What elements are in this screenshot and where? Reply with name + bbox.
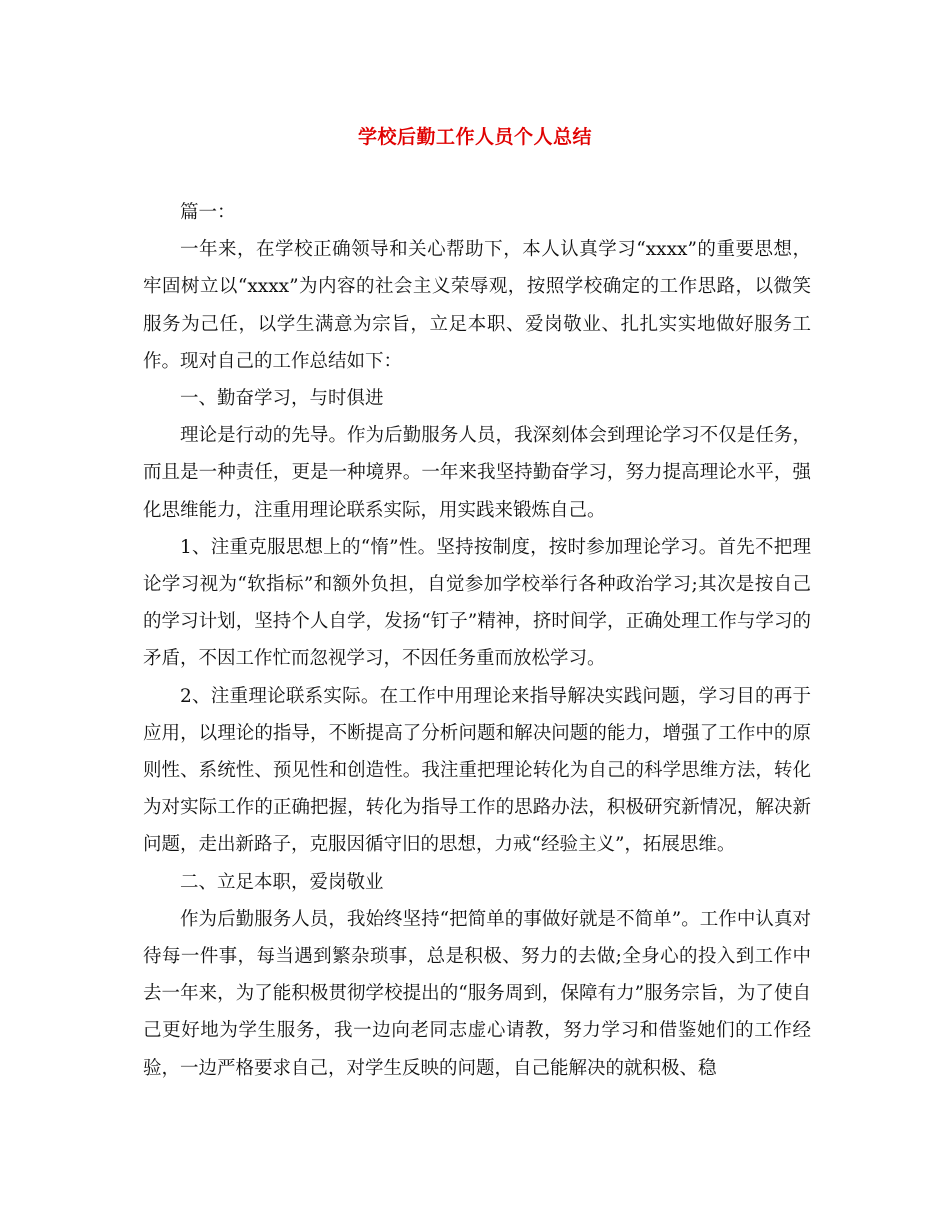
heading-study: 一、勤奋学习，与时俱进 bbox=[180, 388, 384, 410]
paragraph-intro: 一年来，在学校正确领导和关心帮助下，本人认真学习“xxxx”的重要思想，牢固树立以“xxxx”为内容的社会主义荣辱观，按照学校确定的工作思路，以微笑服务为己任，以学生满意为宗旨，立足本职、爱岗敬业、扎扎实实地做好服务工作。现对自己的工作总结如下： bbox=[143, 239, 811, 372]
paragraph-point-2: 2、注重理论联系实际。在工作中用理论来指导解决实践问题，学习目的再于应用，以理论的指导，不断提高了分析问题和解决问题的能力，增强了工作中的原则性、系统性、预见性和创造性。我注重把理论转化为自己的科学思维方法，转化为对实际工作的正确把握，转化为指导工作的思路办法，积极研究新情况，解决新问题，走出新路子，克服因循守旧的思想，力戒“经验主义”，拓展思维。 bbox=[143, 685, 811, 856]
heading-duty: 二、立足本职，爱岗敬业 bbox=[180, 871, 384, 893]
document-body bbox=[143, 194, 811, 1087]
paragraph-service: 作为后勤服务人员，我始终坚持“把简单的事做好就是不简单”。工作中认真对待每一件事，每当遇到繁杂琐事，总是积极、努力的去做;全身心的投入到工作中去一年来，为了能积极贯彻学校提出的“服务周到，保障有力”服务宗旨，为了使自己更好地为学生服务，我一边向老同志虚心请教，努力学习和借鉴她们的工作经验，一边严格要求自己，对学生反映的问题，自己能解决的就积极、稳 bbox=[143, 908, 811, 1079]
document-title: 学校后勤工作人员个人总结 bbox=[357, 126, 592, 148]
paragraph-point-1: 1、注重克服思想上的“惰”性。坚持按制度，按时参加理论学习。首先不把理论学习视为“软指标”和额外负担，自觉参加学校举行各种政治学习;其次是按自己的学习计划，坚持个人自学，发扬“钉子”精神，挤时间学，正确处理工作与学习的矛盾，不因工作忙而忽视学习，不因任务重而放松学习。 bbox=[143, 536, 811, 670]
paragraph-theory: 理论是行动的先导。作为后勤服务人员，我深刻体会到理论学习不仅是任务，而且是一种责任，更是一种境界。一年来我坚持勤奋学习，努力提高理论水平，强化思维能力，注重用理论联系实际，用实践来锻炼自己。 bbox=[143, 425, 811, 521]
paragraph-section-label: 篇一： bbox=[180, 202, 236, 223]
